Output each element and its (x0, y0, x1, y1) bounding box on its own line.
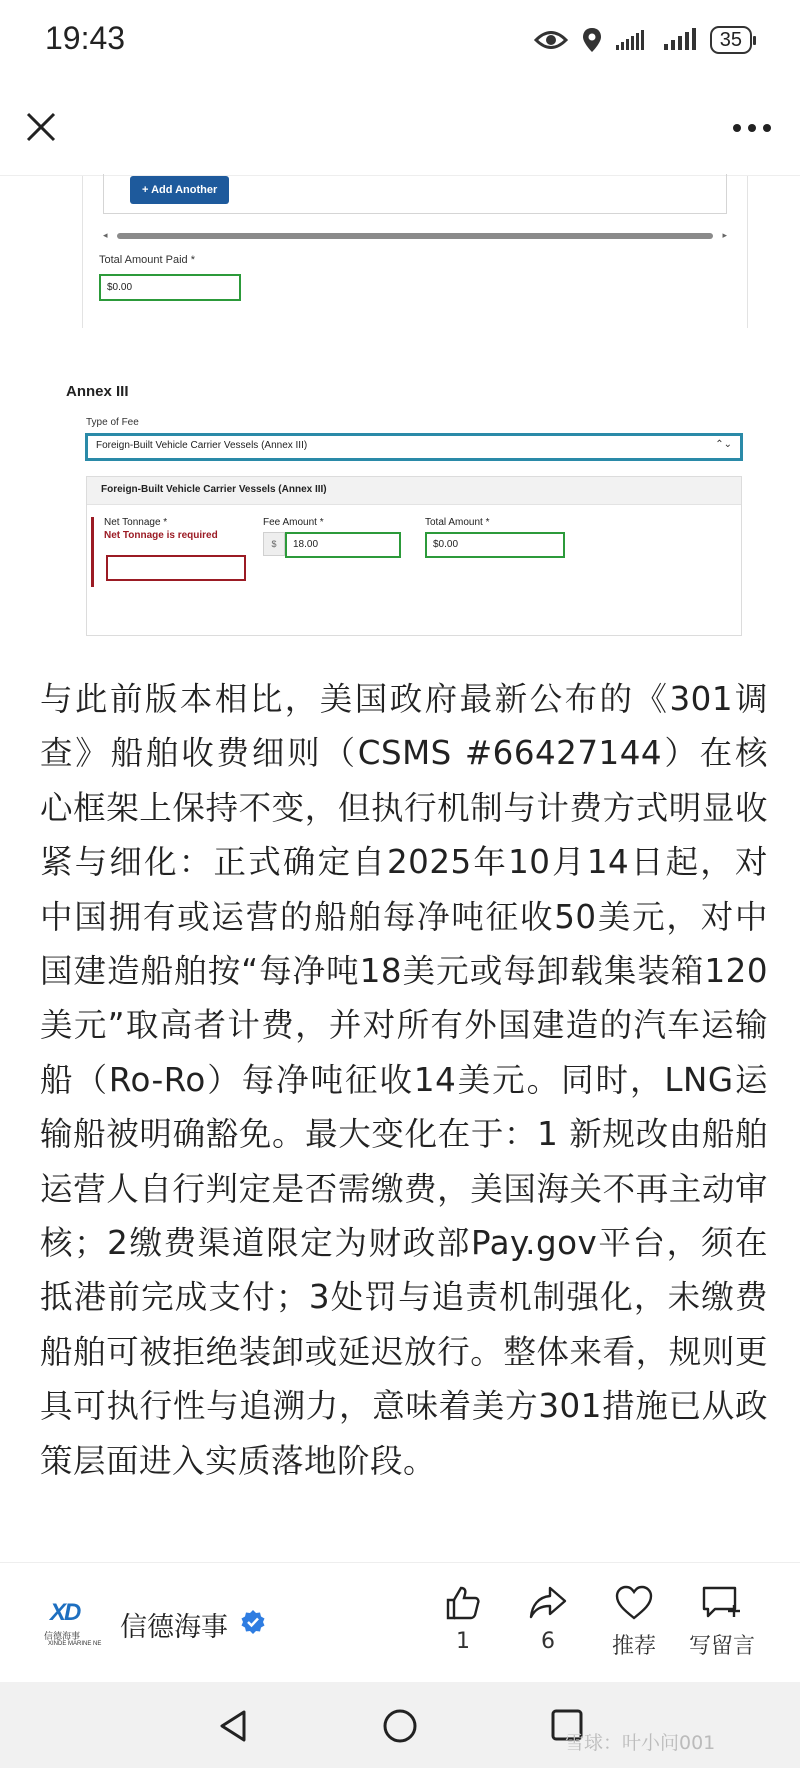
home-icon[interactable] (382, 1708, 418, 1744)
total-amount-paid-field[interactable]: $0.00 (99, 274, 241, 301)
total-amount-group (425, 517, 575, 558)
avatar-caption: 信德海事 (44, 1632, 81, 1642)
comment-icon (701, 1583, 743, 1623)
total-amount-label: Total Amount * (425, 517, 490, 528)
status-icons (534, 22, 752, 58)
like-count: 1 (456, 1629, 470, 1654)
annex-title: Annex III (66, 383, 129, 400)
scrollbar-thumb[interactable] (117, 233, 713, 239)
signal-icon (616, 28, 650, 52)
net-tonnage-error: Net Tonnage is required (104, 530, 218, 541)
select-chevron-icon: ⌃⌄ (715, 439, 732, 450)
fee-amount-row (263, 532, 413, 558)
author-name[interactable]: 信德海事 (120, 1612, 228, 1643)
add-another-button[interactable]: + Add Another (130, 176, 229, 204)
net-tonnage-label: Net Tonnage * (104, 517, 168, 528)
type-of-fee-select[interactable] (85, 433, 743, 461)
fee-amount-group (263, 517, 413, 558)
share-button[interactable] (508, 1583, 588, 1654)
avatar-caption-en: XINDE MARINE NE (48, 1641, 102, 1647)
horizontal-scrollbar[interactable] (103, 230, 727, 240)
signal-icon (664, 28, 696, 52)
close-icon[interactable] (22, 108, 60, 146)
fee-card (86, 476, 742, 636)
heart-icon (614, 1583, 654, 1623)
net-tonnage-field[interactable] (106, 555, 246, 581)
payments-card (103, 174, 727, 214)
recommend-button[interactable] (594, 1583, 674, 1660)
verified-badge-icon (240, 1609, 266, 1635)
total-amount-field[interactable]: $0.00 (425, 532, 565, 558)
location-icon (582, 27, 602, 53)
scroll-right-icon[interactable]: ▸ (722, 231, 727, 241)
eye-icon (534, 29, 568, 51)
status-time: 19:43 (45, 20, 126, 56)
fee-amount-field[interactable]: 18.00 (285, 532, 401, 558)
article-body: 与此前版本相比，美国政府最新公布的《301调查》船舶收费细则（CSMS #66427144）在核心框架上保持不变，但执行机制与计费方式明显收紧与细化：正式确定自2025年10月14日起，对中国拥有或运营的船舶每净吨征收50美元，对中国建造船舶按“每净吨18美元或每卸载集装箱120美元”取高者计费，并对所有外国建造的汽车运输船（Ro-Ro）每净吨征收14美元。同时，LNG运输船被明确豁免。最大变化在于：1 新规改由船舶运营人自行判定是否需缴费，美国海关不再主动审核；2缴费渠道限定为财政部Pay.gov平台，须在抵港前完成支付；3处罚与追责机制强化，未缴费船舶可被拒绝装卸或延迟放行。整体来看，规则更具可执行性与追溯力，意味着美方301措施已从政策层面进入实质落地阶段。 (40, 680, 768, 1480)
scroll-left-icon[interactable]: ◂ (103, 231, 108, 241)
more-icon[interactable] (732, 120, 772, 136)
share-count: 6 (541, 1629, 555, 1654)
thumbs-up-icon (443, 1583, 483, 1623)
type-of-fee-value: Foreign-Built Vehicle Carrier Vessels (Annex III) (96, 440, 308, 451)
recommend-label: 推荐 (611, 1634, 656, 1659)
payments-panel (82, 176, 748, 328)
back-icon[interactable] (216, 1708, 252, 1744)
form-screenshot (0, 176, 800, 636)
battery-icon: 35 (710, 26, 752, 54)
avatar[interactable] (44, 1599, 100, 1655)
currency-prefix: $ (263, 532, 285, 556)
fee-card-title: Foreign-Built Vehicle Carrier Vessels (Annex III) (87, 477, 741, 505)
comment-button[interactable] (682, 1583, 762, 1660)
like-button[interactable] (423, 1583, 503, 1654)
net-tonnage-group (91, 517, 251, 587)
total-amount-paid-label: Total Amount Paid * (99, 254, 196, 266)
avatar-monogram: XD (50, 1599, 80, 1626)
top-nav (0, 80, 800, 176)
fee-amount-label: Fee Amount * (263, 517, 324, 528)
comment-label: 写留言 (688, 1634, 755, 1659)
author-bar (0, 1562, 800, 1682)
type-of-fee-label: Type of Fee (86, 417, 139, 428)
share-icon (528, 1583, 568, 1623)
system-nav-bar (0, 1682, 800, 1768)
status-bar (0, 0, 800, 80)
watermark: 雪球：叶小问001 (565, 1732, 716, 1754)
